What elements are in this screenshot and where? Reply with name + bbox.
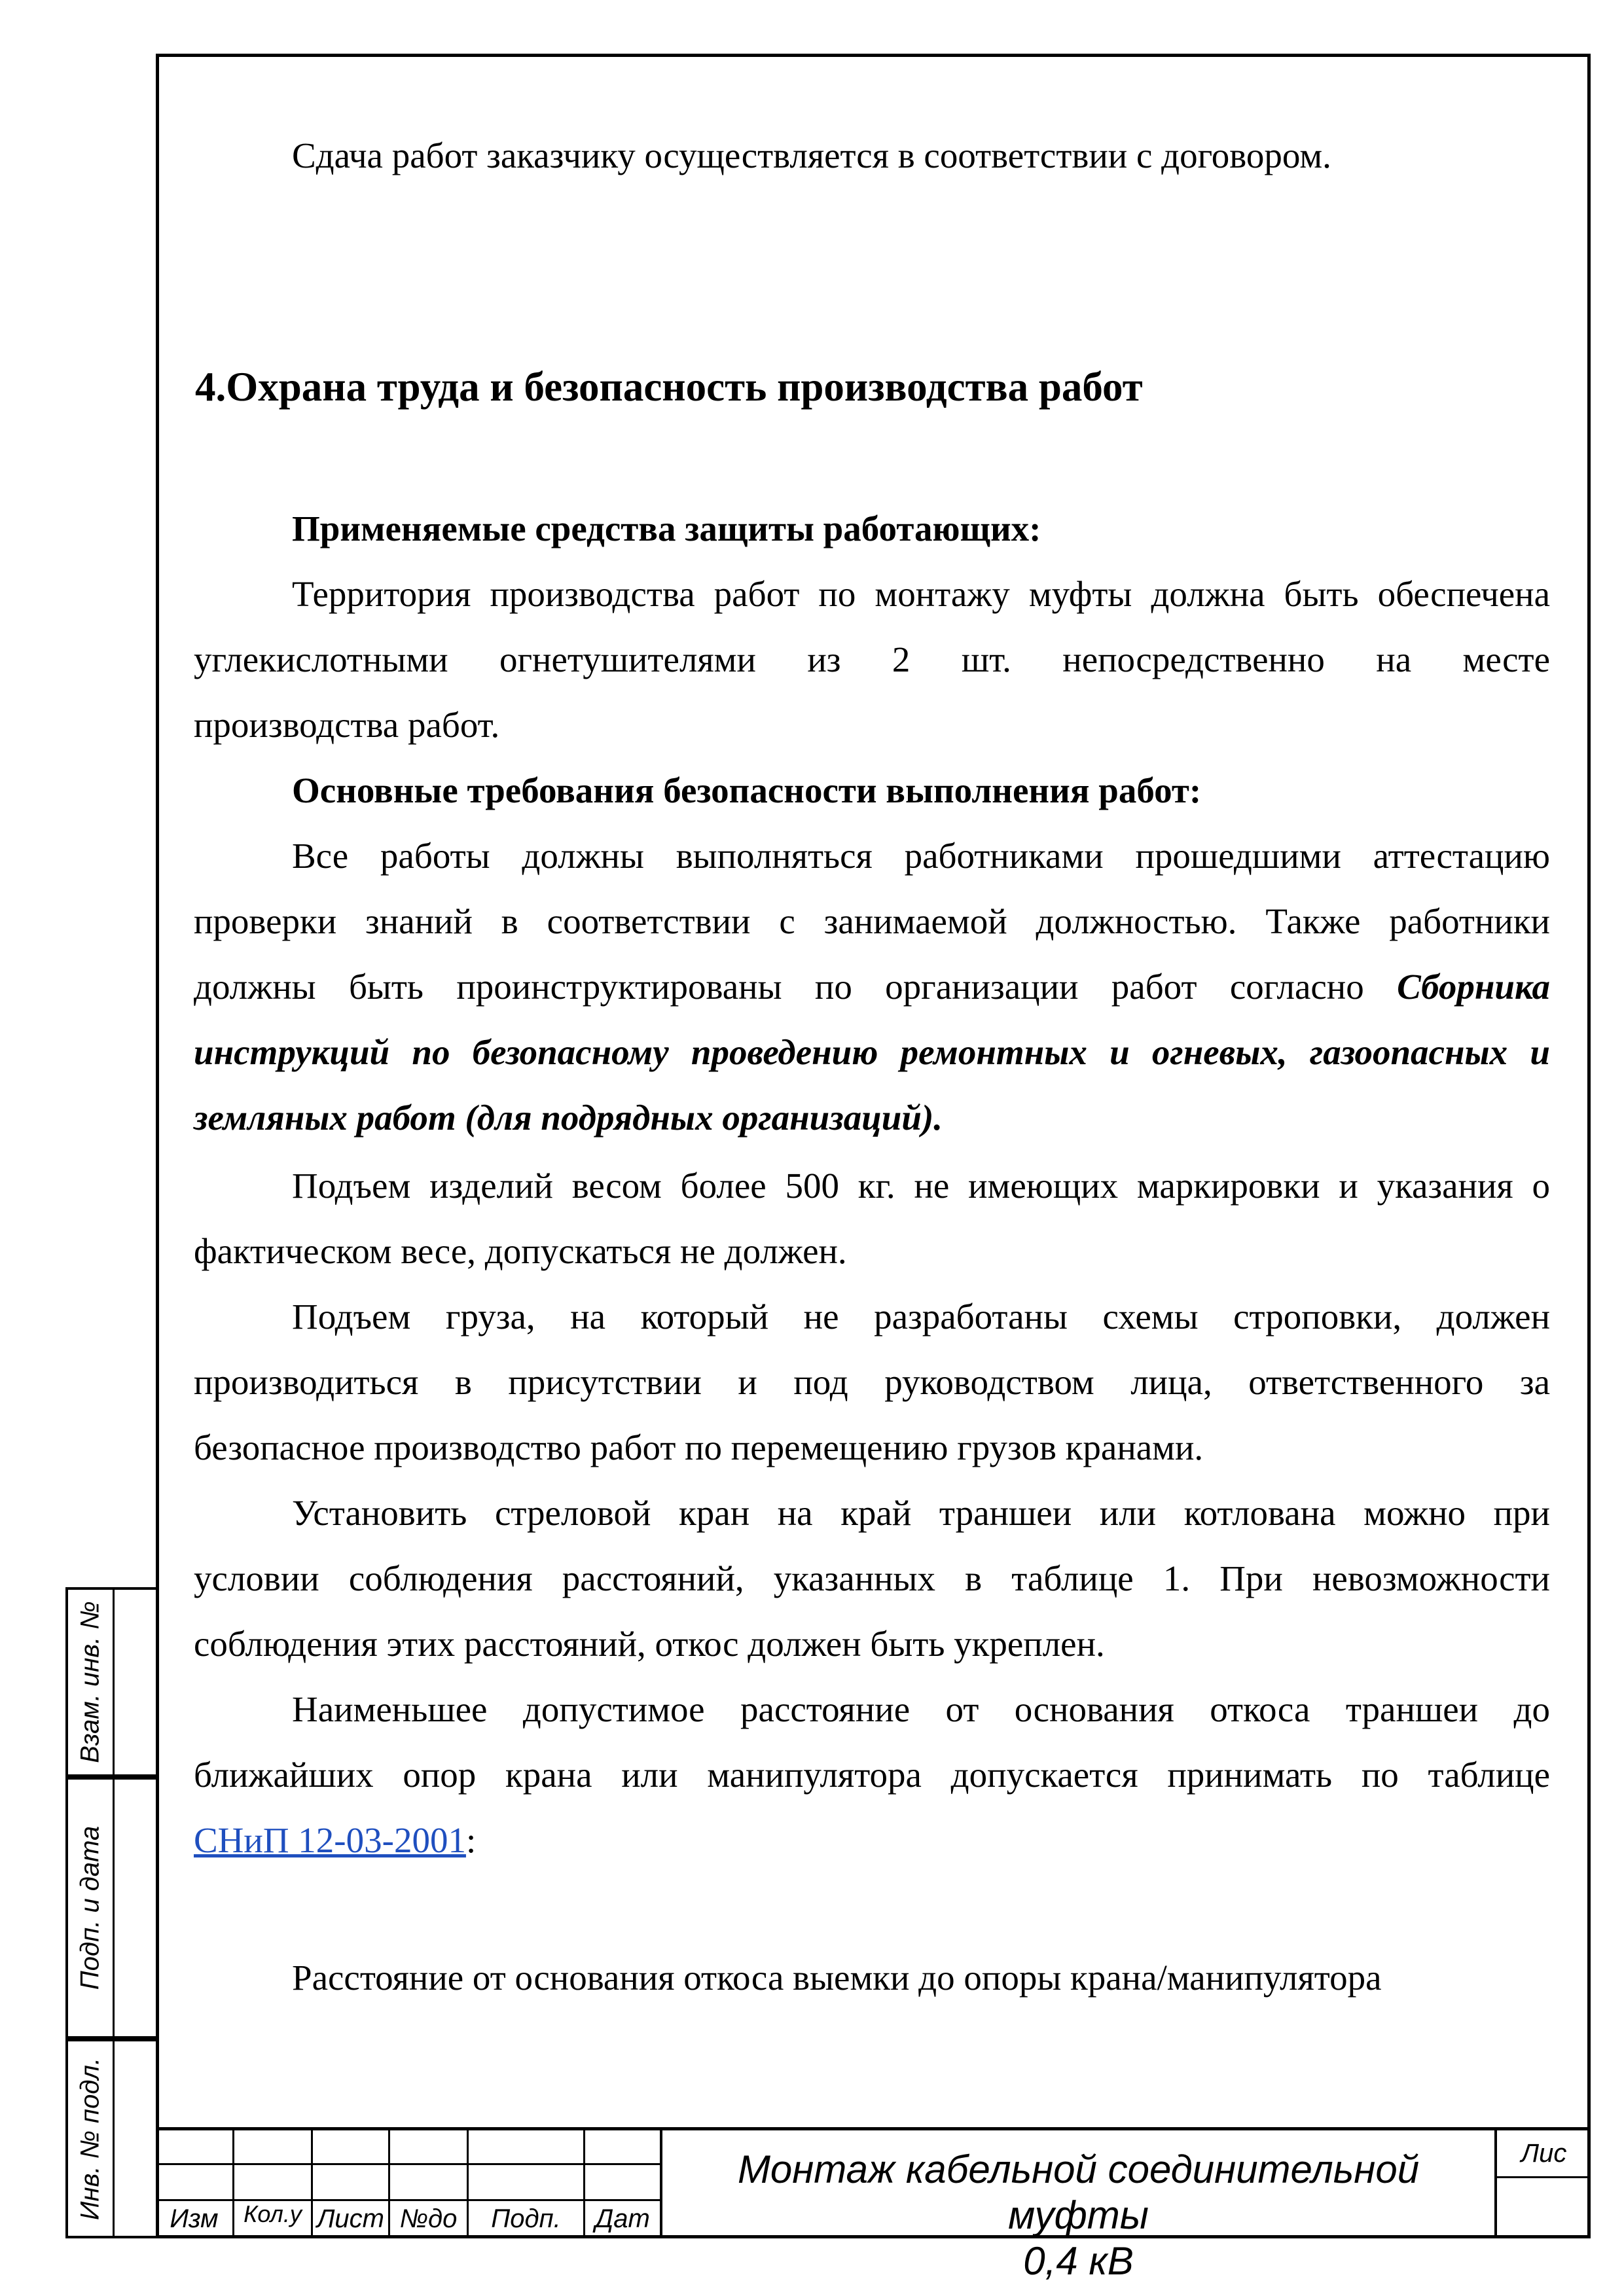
paragraph-all-line3 [194, 954, 1550, 1020]
paragraph-all-line3-emphasis: Сборника [1397, 967, 1550, 1007]
paragraph-all-line1: Все работы должны выполняться работниками прошедшими аттестацию [292, 836, 1550, 876]
paragraph-crane-line2: условии соблюдения расстояний, указанных в таблице 1. При невозможности [194, 1558, 1550, 1598]
subheading-requirements: Основные требования безопасности выполнения работ: [292, 770, 1202, 810]
snip-link[interactable]: СНиП 12-03-2001 [194, 1820, 466, 1860]
paragraph-all-line2: проверки знаний в соответствии с занимаемой должностью. Также работники [194, 901, 1550, 941]
side-stamp-inv [65, 2039, 156, 2238]
paragraph-all-line3-text: должны быть проинструктированы по организации работ согласно [194, 967, 1398, 1007]
paragraph-cargo-line2: производиться в присутствии и под руководством лица, ответственного за [194, 1362, 1550, 1402]
tb-label-sheet: Лис [1521, 2139, 1567, 2168]
paragraph-crane-line3: соблюдения этих расстояний, откос должен быть укреплен. [194, 1624, 1105, 1664]
paragraph-cargo-line3: безопасное производство работ по перемещению грузов кранами. [194, 1427, 1204, 1467]
section-heading: 4.Охрана труда и безопасность производства работ [195, 364, 1143, 410]
paragraph-territory-line3: производства работ. [194, 705, 500, 745]
side-label-vzam: Взам. инв. № [75, 1601, 105, 1763]
tb-label-data: Дат [595, 2204, 650, 2233]
paragraph-cargo-line1: Подъем груза, на который не разработаны схемы строповки, должен [292, 1297, 1550, 1336]
paragraph-distance-line1: Наименьшее допустимое расстояние от основания откоса траншеи до [292, 1689, 1550, 1729]
paragraph-crane-line1: Установить стреловой кран на край траншеи или котлована можно при [292, 1493, 1550, 1533]
tb-label-list: Лист [317, 2204, 384, 2233]
paragraph-delivery: Сдача работ заказчику осуществляется в соответствии с договором. [292, 135, 1331, 175]
document-title [662, 2147, 1494, 2284]
paragraph-all-line4: инструкций по безопасному проведению ремонтных и огневых, газоопасных и [194, 1032, 1550, 1072]
paragraph-lift-line1: Подъем изделий весом более 500 кг. не имеющих маркировки и указания о [292, 1166, 1550, 1206]
tb-label-podp: Подп. [491, 2204, 561, 2233]
title-block [156, 2127, 1591, 2283]
subheading-protection: Применяемые средства защиты работающих: [292, 509, 1041, 548]
tb-label-izm: Изм [170, 2204, 219, 2233]
side-stamp-podp [65, 1777, 156, 2039]
snip-colon: : [465, 1820, 477, 1860]
paragraph-territory-line1: Территория производства работ по монтажу муфты должна быть обеспечена [292, 574, 1550, 614]
paragraph-distance-line2: ближайших опор крана или манипулятора допускается принимать по таблице [194, 1755, 1550, 1795]
paragraph-territory-line2: углекислотными огнетушителями из 2 шт. непосредственно на месте [194, 639, 1550, 679]
document-title-line2: 0,4 кВ [1023, 2239, 1134, 2283]
paragraph-all-line5: земляных работ (для подрядных организаций). [194, 1098, 943, 1138]
side-label-podp: Подп. и дата [75, 1825, 105, 1990]
side-stamp-vzam [65, 1587, 156, 1777]
tb-label-ndoc: №до [399, 2204, 458, 2233]
paragraph-lift-line2: фактическом весе, допускаться не должен. [194, 1231, 847, 1271]
table-caption: Расстояние от основания откоса выемки до опоры крана/манипулятора [292, 1958, 1382, 1998]
document-title-line1: Монтаж кабельной соединительной муфты [737, 2147, 1420, 2237]
paragraph-distance-line3 [194, 1808, 1550, 1873]
tb-label-kol: Кол.у [244, 2200, 302, 2227]
side-label-inv: Инв. № подл. [75, 2057, 105, 2220]
